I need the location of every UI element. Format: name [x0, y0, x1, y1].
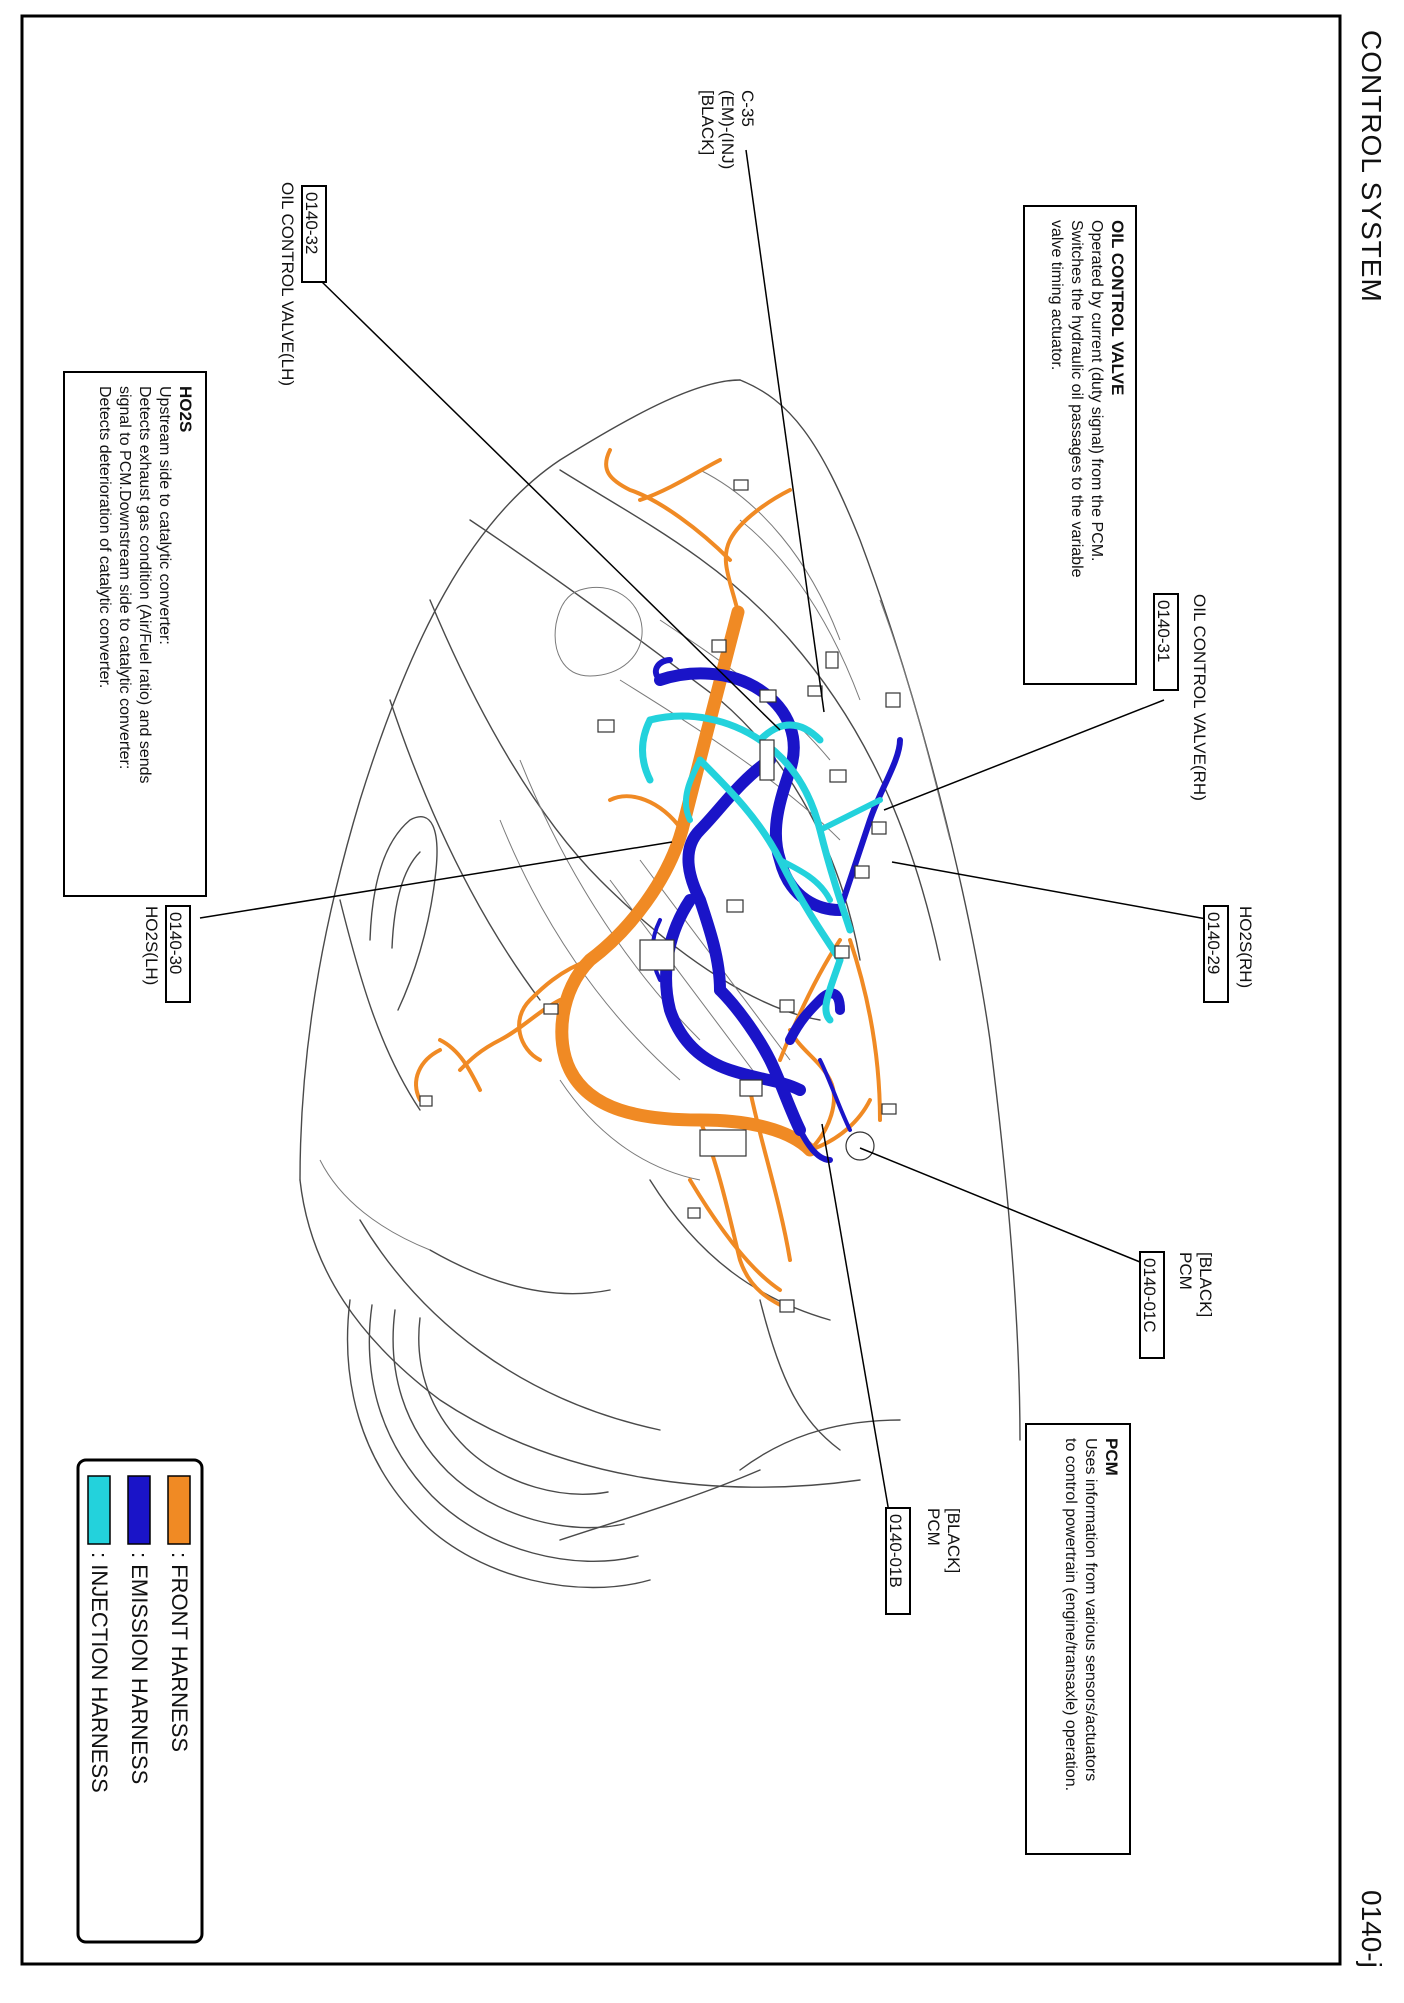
callout-c35 [698, 90, 757, 169]
info-line: valve timing actuator. [1048, 220, 1065, 371]
connector [780, 1300, 794, 1312]
info-box-oil-control-valve [1024, 206, 1136, 684]
connector [780, 1000, 794, 1012]
car-outline [300, 380, 1020, 1588]
callout-pcm-01c [1140, 1252, 1215, 1358]
oc-rh-label: OIL CONTROL VALVE(RH) [1190, 594, 1209, 801]
connector [855, 866, 869, 878]
connector [886, 693, 900, 707]
pcm-c-color: [BLACK] [1196, 1252, 1215, 1318]
harness-legend [78, 1460, 202, 1942]
emission-harness-swatch [128, 1476, 150, 1544]
connector [872, 822, 886, 834]
info-line: Uses information from various sensors/actuators [1082, 1438, 1099, 1782]
connector [760, 740, 774, 780]
legend-front-label: : FRONT HARNESS [167, 1552, 192, 1753]
info-box [64, 372, 206, 896]
c35-color: [BLACK] [698, 90, 717, 156]
connector [882, 1104, 896, 1114]
connector [727, 900, 743, 912]
callout-oil-control-valve-rh [1154, 594, 1209, 801]
info-title: PCM [1102, 1438, 1121, 1476]
pcm-b-code: 0140-01B [886, 1514, 905, 1588]
info-line: Detects deterioration of catalytic converter. [96, 386, 113, 689]
ho2s-rh-label: HO2S(RH) [1236, 906, 1255, 989]
ho2s-lh-code: 0140-30 [166, 912, 185, 975]
oc-rh-code: 0140-31 [1154, 600, 1173, 663]
connector [846, 1132, 874, 1160]
connector [598, 720, 614, 732]
page-border [22, 16, 1340, 1964]
oc-lh-label: OIL CONTROL VALVE(LH) [278, 182, 297, 387]
connector [830, 770, 846, 782]
connector [734, 480, 748, 490]
info-box-pcm [1026, 1424, 1130, 1854]
info-line: signal to PCM.Downstream side to catalytic converter: [116, 386, 133, 770]
connector [835, 946, 849, 958]
legend-emission-label: : EMISSION HARNESS [127, 1552, 152, 1785]
info-line: to control powertrain (engine/transaxle) operation. [1062, 1438, 1079, 1792]
connector [740, 1080, 762, 1096]
ho2s-rh-code: 0140-29 [1204, 912, 1223, 975]
c35-label: C-35 [738, 90, 757, 127]
connector [712, 640, 726, 652]
info-line: Operated by current (duty signal) from the PCM. [1088, 220, 1105, 562]
pcm-c-code: 0140-01C [1140, 1258, 1159, 1333]
info-line: Upstream side to catalytic converter: [156, 386, 173, 645]
connector [826, 652, 838, 668]
injection-harness-swatch [88, 1476, 110, 1544]
page-code: 0140-j [1356, 1890, 1387, 1968]
info-line: Detects exhaust gas condition (Air/Fuel ratio) and sends [136, 386, 153, 784]
callout-pcm-01b [886, 1508, 963, 1614]
info-title: OIL CONTROL VALVE [1108, 220, 1127, 396]
ho2s-lh-label: HO2S(LH) [142, 906, 161, 986]
callout-ho2s-lh [142, 906, 190, 1002]
connector [700, 1130, 746, 1156]
callout-ho2s-rh [1204, 906, 1255, 1002]
oc-lh-code: 0140-32 [302, 192, 321, 255]
section-title: CONTROL SYSTEM [1356, 30, 1387, 303]
legend-injection-label: : INJECTION HARNESS [87, 1552, 112, 1793]
connector [640, 940, 674, 970]
emission-harness-wires [653, 660, 901, 1160]
connector [420, 1096, 432, 1106]
pcm-b-color: [BLACK] [944, 1508, 963, 1574]
front-harness-swatch [168, 1476, 190, 1544]
pcm-c-label: PCM [1176, 1252, 1195, 1290]
callout-oil-control-valve-lh [278, 182, 326, 386]
info-title: HO2S [176, 386, 195, 433]
connector [760, 690, 776, 702]
info-box-ho2s [64, 372, 206, 896]
pcm-b-label: PCM [924, 1508, 943, 1546]
info-line: Switches the hydraulic oil passages to the variable [1068, 220, 1085, 578]
connector [544, 1004, 558, 1014]
connector [688, 1208, 700, 1218]
c35-subtitle: (EM)-(INJ) [718, 90, 737, 170]
